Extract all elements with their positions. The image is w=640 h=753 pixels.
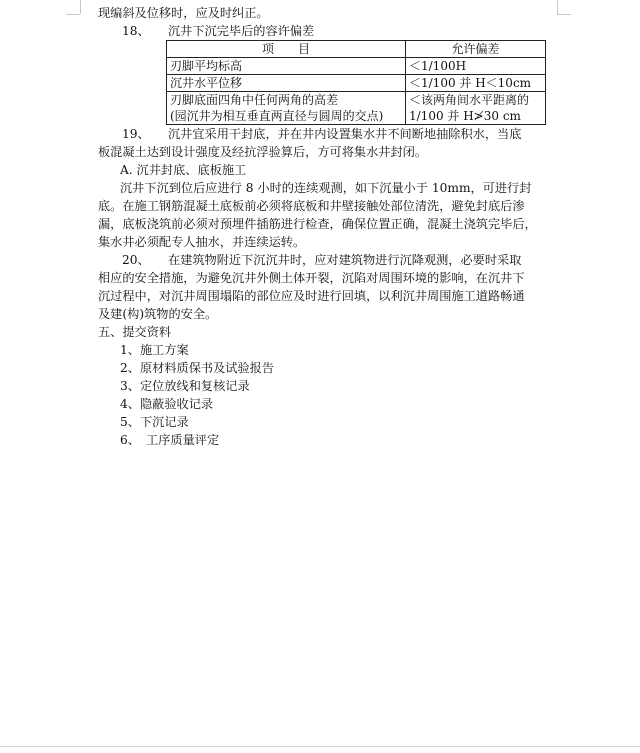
- table-row: [167, 92, 546, 125]
- text-line: 底。在施工钢筋混凝土底板前必须将底板和井壁接触处部位清洗，避免封底后渗: [98, 199, 525, 213]
- item-number: 20、: [122, 253, 150, 267]
- item-number: 19、: [122, 127, 150, 141]
- item-text: 沉井下沉完毕后的容许偏差: [168, 24, 315, 38]
- list-item: 3、定位放线和复核记录: [120, 379, 250, 393]
- crop-mark-top-right-vertical: [557, 0, 558, 14]
- text-line: 板混凝土达到设计强度及经抗浮验算后，方可将集水井封闭。: [98, 145, 428, 159]
- list-item: 6、 工序质量评定: [120, 433, 220, 447]
- table-header-row: [167, 41, 546, 58]
- cell-line: ＜该两角间水平距离的: [409, 93, 530, 107]
- item-number: 18、: [122, 24, 150, 38]
- item-text: 沉井宜采用干封底，并在井内设置集水井不间断地抽除积水，当底: [168, 127, 522, 141]
- page-bottom-edge: [0, 746, 640, 747]
- table-row: [167, 75, 546, 92]
- table-row: [167, 58, 546, 75]
- document-body: [98, 4, 546, 449]
- text-line: 沉过程中，对沉井周围塌陷的部位应及时进行回填，以利沉井周围施工道路畅通: [98, 289, 525, 303]
- item-18: [98, 22, 546, 40]
- table-cell: ＜1/100 并 H＜10cm: [406, 75, 546, 92]
- table-cell: 沉井水平位移: [167, 75, 406, 92]
- crop-mark-top-left-vertical: [80, 0, 81, 14]
- item-text: 在建筑物附近下沉沉井时，应对建筑物进行沉降观测，必要时采取: [168, 253, 522, 267]
- section-5-heading: 五、提交资料: [98, 325, 172, 339]
- cell-line: 刃脚底面四角中任何两角的高差: [170, 93, 339, 107]
- crop-mark-top-left-horizontal: [66, 14, 80, 15]
- item-20: [98, 251, 546, 269]
- cell-line: (园沉井为相互垂直两直径与圆周的交点): [170, 109, 384, 123]
- text-line: 集水井必须配专人抽水，并连续运转。: [98, 235, 306, 249]
- text-line: 现编斜及位移时，应及时纠正。: [98, 6, 269, 20]
- cell-line: 1/100 并 H≯30 cm: [409, 109, 521, 123]
- table-cell: 刃脚平均标高: [167, 58, 406, 75]
- text-line: 漏，底板浇筑前必须对预埋件插筋进行检查，确保位置正确，混凝土浇筑完毕后，: [98, 217, 537, 231]
- list-item: 2、原材料质保书及试验报告: [120, 361, 275, 375]
- list-item: 1、施工方案: [120, 343, 189, 357]
- text-line: 相应的安全措施，为避免沉井外侧土体开裂，沉陷对周围环境的影响，在沉井下: [98, 271, 525, 285]
- table-header-tolerance: 允许偏差: [406, 41, 546, 58]
- crop-mark-top-right-horizontal: [557, 14, 571, 15]
- table-cell: ＜1/100H: [406, 58, 546, 75]
- text-line: 及建(构)筑物的安全。: [98, 307, 218, 321]
- section-a-heading: A. 沉井封底、底板施工: [120, 163, 247, 177]
- tolerance-table: [166, 40, 546, 125]
- table-header-item: 项 目: [167, 41, 406, 58]
- table-cell: [406, 92, 546, 125]
- text-line: 沉井下沉到位后应进行 8 小时的连续观测，如下沉量小于 10mm，可进行封: [120, 181, 532, 195]
- list-item: 5、下沉记录: [120, 415, 189, 429]
- list-item: 4、隐蔽验收记录: [120, 397, 214, 411]
- item-19: [98, 125, 546, 143]
- table-cell: [167, 92, 406, 125]
